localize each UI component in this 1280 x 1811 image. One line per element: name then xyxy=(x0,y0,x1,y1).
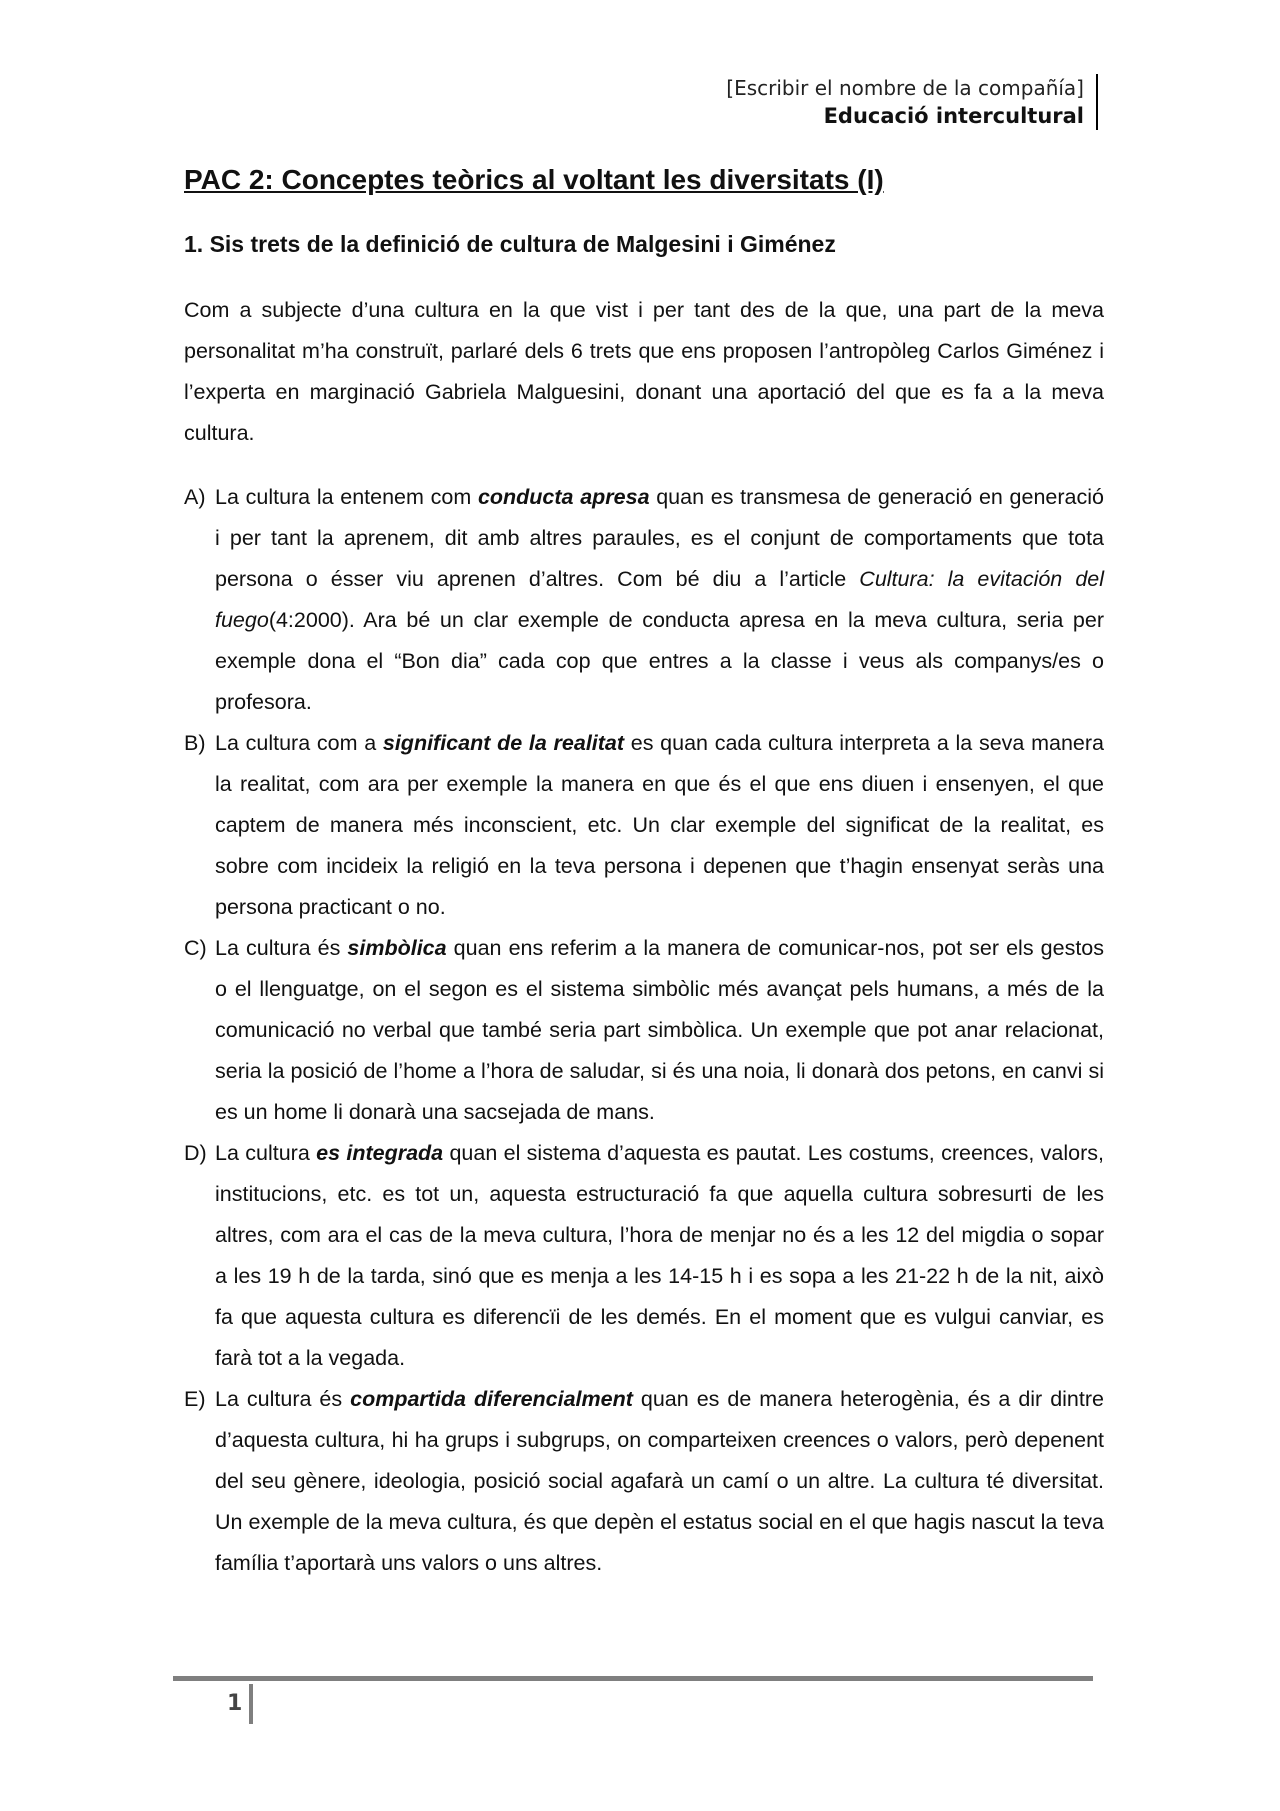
course-name: Educació intercultural xyxy=(823,104,1084,128)
list-marker: D) xyxy=(184,1141,207,1165)
document-body xyxy=(184,160,1104,1584)
item-text: quan el sistema d’aquesta es pautat. Les costums, creences, valors, institucions, etc. es tot un, aquesta estructuració fa que aquella cultura sobresurti de les altres, com ara el cas de la meva cultura, l’hora de menjar no és a les 12 del migdia o sopar a les 19 h de la tarda, sinó que es menja a les 14-15 h i es sopa a les 21-22 h de la nit, això fa que aquesta cultura es diferencïi de les demés. En el moment que es vulgui canviar, es farà tot a la vegada. xyxy=(215,1141,1104,1370)
page-number: 1 xyxy=(227,1684,253,1724)
item-keyword: es integrada xyxy=(316,1141,444,1165)
list-item-d xyxy=(184,1133,1104,1379)
item-text: quan es de manera heterogènia, és a dir dintre d’aquesta cultura, hi ha grups i subgrups, on comparteixen creences o valors, però depenent del seu gènere, ideologia, posició social agafarà un camí o un altre. La cultura té diversitat. Un exemple de la meva cultura, és que depèn el estatus social en el que hagis nascut la teva família t’aportarà uns valors o uns altres. xyxy=(215,1387,1104,1575)
item-keyword: simbòlica xyxy=(347,936,447,960)
list-item-c xyxy=(184,928,1104,1133)
list-marker: B) xyxy=(184,731,206,755)
article-citation: Cultura: la evitación del fuego xyxy=(215,567,1105,632)
item-keyword: significant de la realitat xyxy=(382,731,625,755)
intro-paragraph: Com a subjecte d’una cultura en la que vist i per tant des de la que, una part de la meva personalitat m’ha construït, parlaré dels 6 trets que ens proposen l’antropòleg Carlos Giménez i l’experta en marginació Gabriela Malguesini, donant una aportació del que es fa a la meva cultura. xyxy=(184,298,1104,445)
item-text: La cultura és xyxy=(215,936,348,960)
page-header xyxy=(726,74,1098,130)
list-item-e xyxy=(184,1379,1104,1584)
item-text: La cultura és xyxy=(215,1387,351,1411)
item-text: La cultura xyxy=(215,1141,317,1165)
section-heading: 1. Sis trets de la definició de cultura de Malgesini i Giménez xyxy=(184,231,836,257)
cultural-traits-list xyxy=(184,477,1104,1584)
list-marker: C) xyxy=(184,936,207,960)
item-text: quan ens referim a la manera de comunicar-nos, pot ser els gestos o el llenguatge, on el segon es el sistema simbòlic més avançat pels humans, a més de la comunicació no verbal que també seria part simbòlica. Un exemple que pot anar relacionat, seria la posició de l’home a l’hora de saludar, si és una noia, li donarà dos petons, en canvi si es un home li donarà una sacsejada de mans. xyxy=(215,936,1104,1124)
item-text: La cultura la entenem com xyxy=(215,485,478,509)
company-name-placeholder: [Escribir el nombre de la compañía] xyxy=(726,76,1084,100)
list-marker: A) xyxy=(184,485,206,509)
list-marker: E) xyxy=(184,1387,206,1411)
document-title: PAC 2: Conceptes teòrics al voltant les diversitats (I) xyxy=(184,164,884,195)
item-keyword: conducta apresa xyxy=(477,485,650,509)
item-text: quan es transmesa de generació en generació i per tant la aprenem, dit amb altres paraules, es el conjunt de comportaments que tota persona o ésser viu aprenen d’altres. Com bé diu a l’article xyxy=(215,485,1104,591)
list-item-a xyxy=(184,477,1104,723)
item-text: (4:2000). Ara bé un clar exemple de conducta apresa en la meva cultura, seria per exemple dona el “Bon dia” cada cop que entres a la classe i veus als companys/es o profesora. xyxy=(215,608,1104,714)
item-text: La cultura com a xyxy=(215,731,383,755)
item-keyword: compartida diferencialment xyxy=(350,1387,633,1411)
list-item-b xyxy=(184,723,1104,928)
footer-rule xyxy=(173,1676,1093,1681)
item-text: es quan cada cultura interpreta a la seva manera la realitat, com ara per exemple la manera en que és el que ens diuen i ensenyen, el que captem de manera més inconscient, etc. Un clar exemple del significat de la realitat, es sobre com incideix la religió en la teva persona i depenen que t’hagin ensenyat seràs una persona practicant o no. xyxy=(215,731,1104,919)
